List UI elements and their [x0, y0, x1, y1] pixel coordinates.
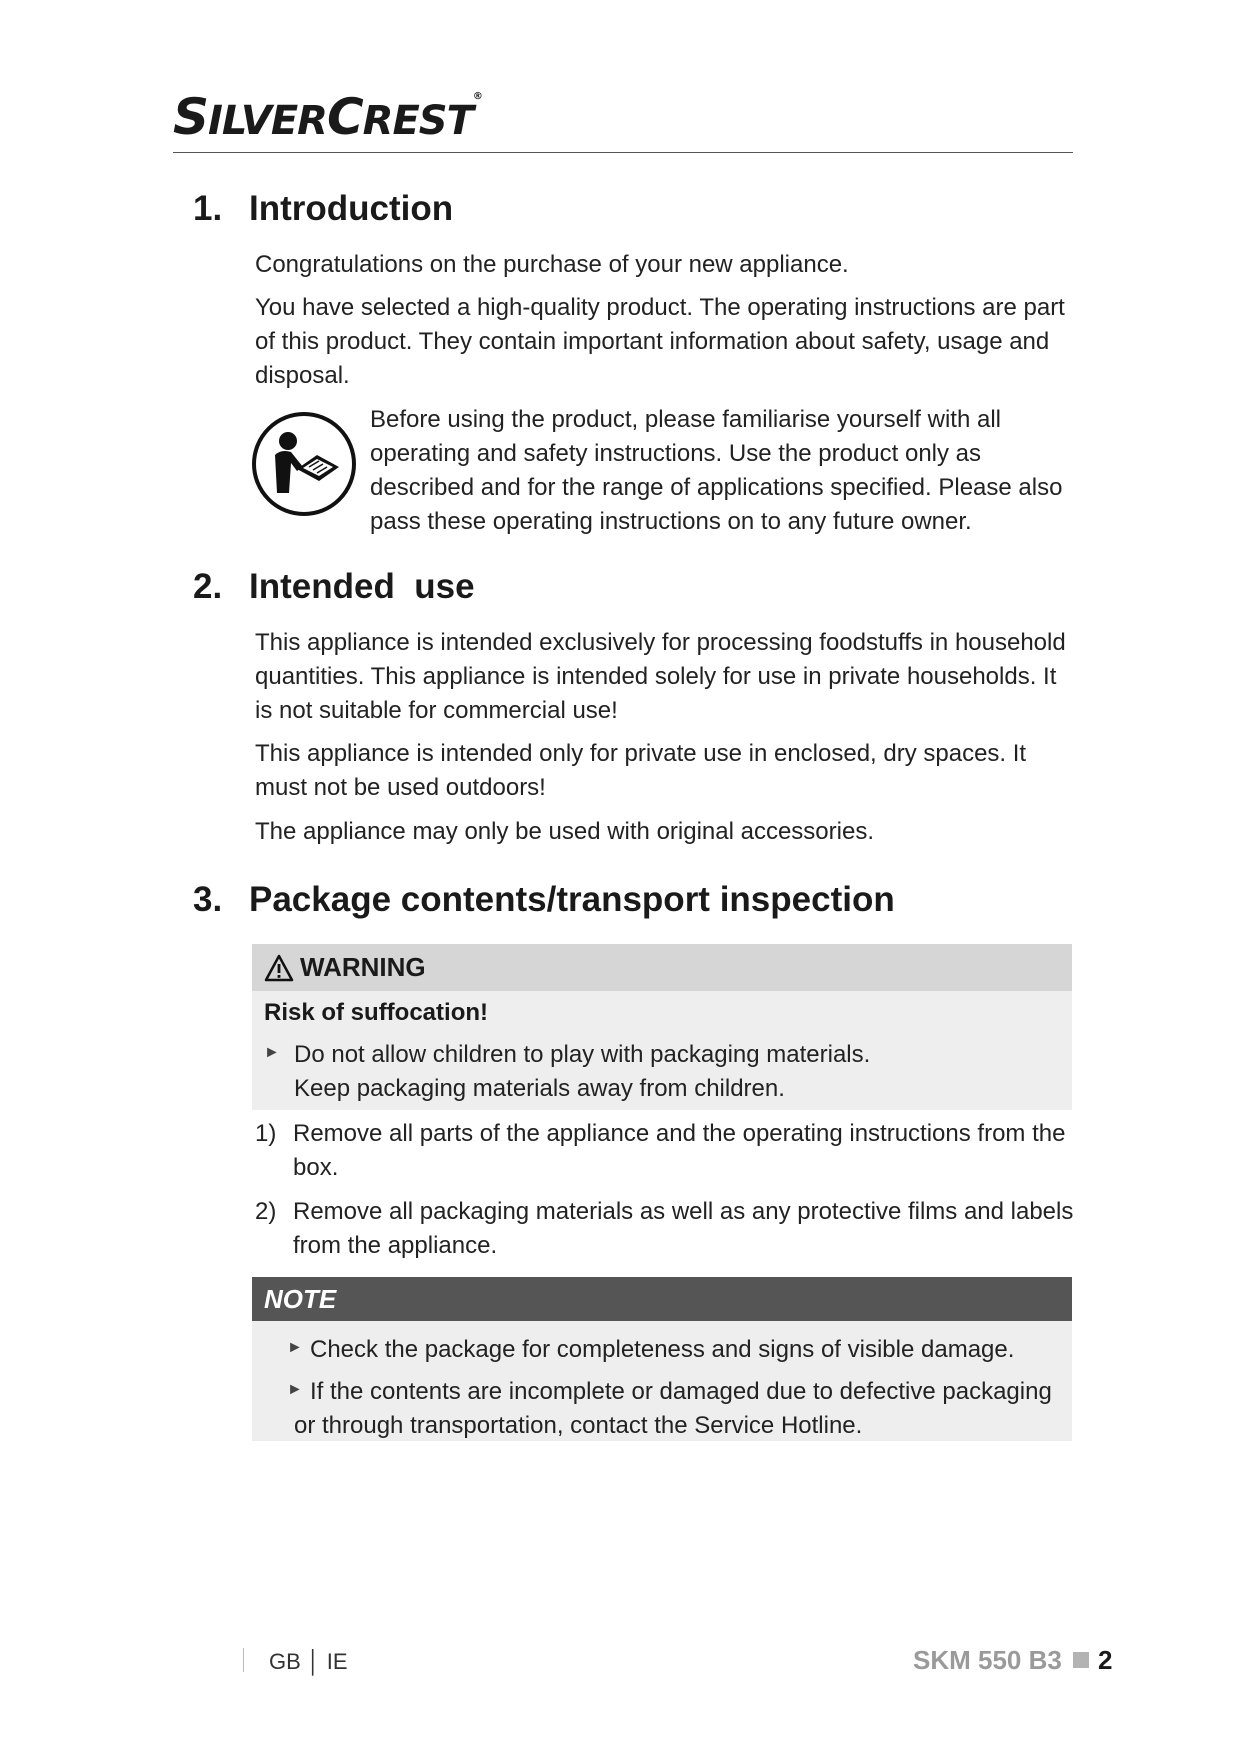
warning-label: WARNING [300, 952, 426, 982]
intended-use-paragraph-1: This appliance is intended exclusively for processing foodstuffs in household quantities. This appliance is intended solely for use in private households. It is not suitable for commercial use! [255, 629, 1066, 724]
header-rule [173, 152, 1073, 153]
intro-paragraph-2: You have selected a high-quality product. The operating instructions are part of this product. They contain important information about safety, usage and disposal. [255, 294, 1065, 389]
warning-box [252, 944, 1072, 1110]
section-heading-introduction: 1. Introduction [193, 189, 454, 228]
step-number: 2) [255, 1198, 277, 1225]
bullet-arrow-icon: ► [287, 1339, 303, 1356]
note-item-1: Check the package for completeness and signs of visible damage. [310, 1336, 1015, 1363]
bullet-arrow-icon: ► [287, 1381, 303, 1398]
note-item-2: If the contents are incomplete or damaged due to defective packaging or through transportation, contact the Service Hotline. [294, 1378, 1052, 1439]
warning-line-2: Keep packaging materials away from children. [294, 1075, 785, 1102]
step-2 [255, 1195, 1075, 1263]
read-manual-icon [251, 411, 357, 517]
warning-header [252, 944, 1072, 991]
step-text: Remove all packaging materials as well as any protective films and labels from the appliance. [293, 1198, 1074, 1259]
step-number: 1) [255, 1120, 277, 1147]
page-number: 2 [1098, 1645, 1113, 1675]
note-label: NOTE [252, 1277, 1072, 1321]
footer-divider [243, 1648, 244, 1672]
section-heading-package-contents: 3. Package contents/transport inspection [193, 880, 895, 919]
warning-subtitle: Risk of suffocation! [264, 999, 489, 1026]
intended-use-paragraph-3: The appliance may only be used with original accessories. [255, 818, 874, 845]
footer-language: GB │ IE [269, 1649, 348, 1674]
section-heading-intended-use: 2. Intended use [193, 567, 475, 606]
warning-line-1: Do not allow children to play with packaging materials. [294, 1041, 871, 1068]
read-manual-text: Before using the product, please familiarise yourself with all operating and safety instructions. Use the product only as described and for the range of applications specified. Please also pass these operating instructions on to any future owner. [370, 406, 1063, 535]
note-box [252, 1277, 1072, 1441]
warning-triangle-icon [264, 954, 294, 982]
step-1 [255, 1117, 1075, 1185]
footer-square-marker [1073, 1652, 1089, 1668]
intended-use-paragraph-2: This appliance is intended only for private use in enclosed, dry spaces. It must not be used outdoors! [255, 740, 1027, 801]
footer-model-number: SKM 550 B3 [913, 1645, 1062, 1675]
bullet-arrow-icon: ► [264, 1044, 280, 1061]
brand-logo: SILVERCREST® [173, 88, 482, 146]
intro-paragraph-1: Congratulations on the purchase of your new appliance. [255, 251, 849, 278]
step-text: Remove all parts of the appliance and the operating instructions from the box. [293, 1120, 1066, 1181]
warning-text [294, 1038, 1054, 1106]
